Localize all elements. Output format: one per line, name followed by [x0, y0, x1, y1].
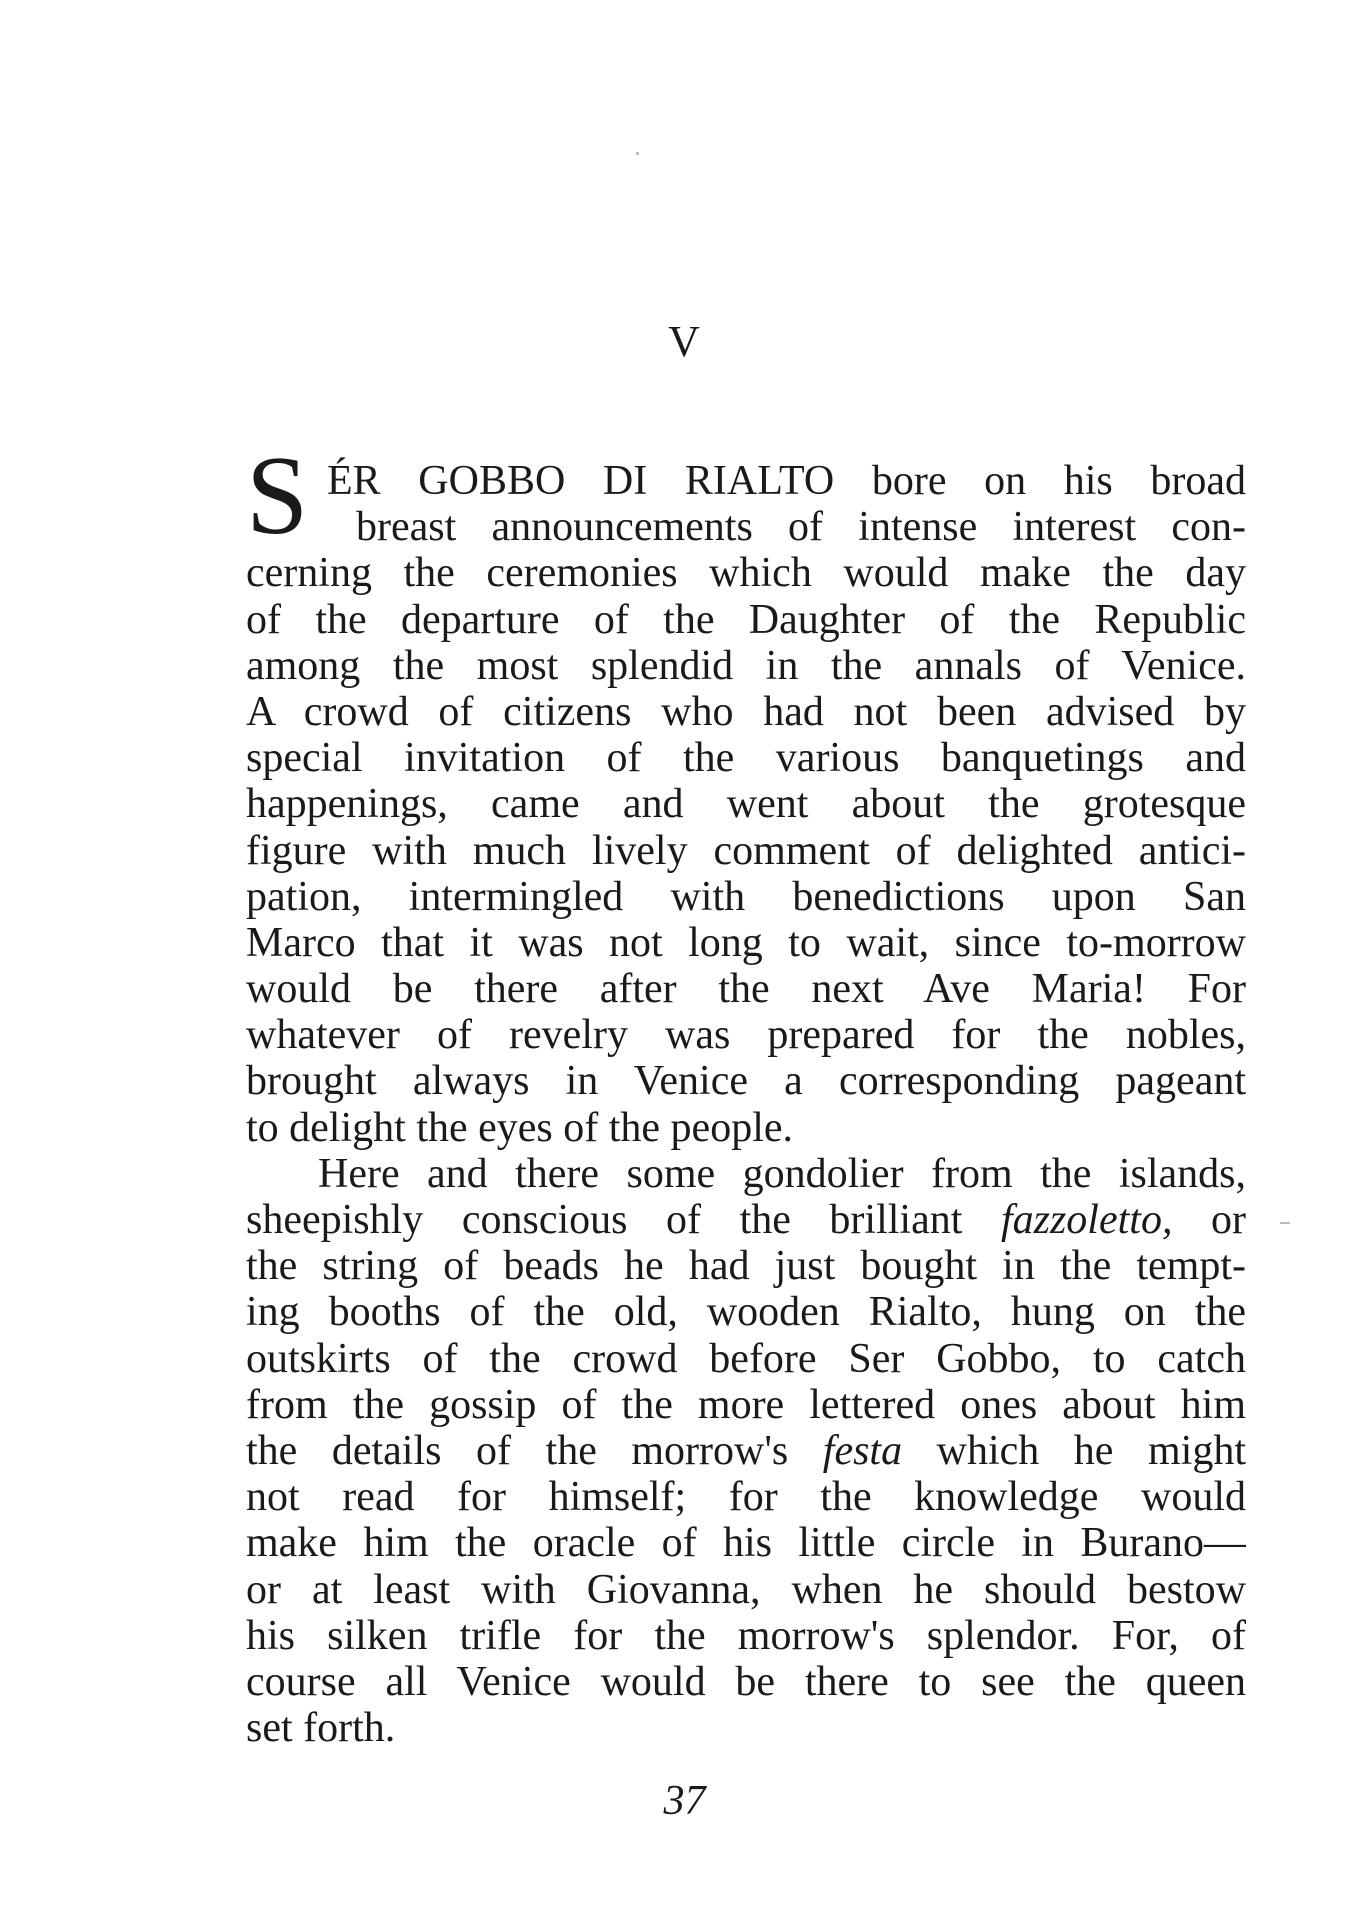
text-line: to delight the eyes of the people.	[246, 1104, 794, 1151]
text-line: A crowd of citizens who had not been advised by	[246, 688, 1246, 735]
text-line: brought always in Venice a corresponding pageant	[246, 1058, 1246, 1105]
text-line: figure with much lively comment of delighted antici-	[246, 827, 1246, 874]
text-line: breast announcements of intense interest con-	[356, 504, 1246, 551]
text-line: make him the oracle of his little circle in Burano—	[246, 1520, 1246, 1567]
text-segment: which he might	[902, 1427, 1246, 1474]
chapter-numeral: V	[668, 317, 701, 366]
text-line: pation, intermingled with benedictions upon San	[246, 873, 1246, 920]
text-line: happenings, came and went about the grotesque	[246, 781, 1246, 828]
page-number: 37	[663, 1778, 706, 1824]
text-line: Here and there some gondolier from the islands,	[318, 1150, 1246, 1197]
text-line: ing booths of the old, wooden Rialto, hung on the	[246, 1289, 1246, 1336]
text-line: course all Venice would be there to see the queen	[246, 1658, 1246, 1705]
text-line: of the departure of the Daughter of the Republic	[246, 596, 1246, 643]
text-segment: sheepishly conscious of the brilliant	[246, 1197, 1001, 1243]
text-line: from the gossip of the more lettered ones about him	[246, 1381, 1246, 1428]
drop-cap: S	[246, 434, 309, 558]
text-line	[246, 1428, 1246, 1474]
text-segment: or	[1172, 1197, 1246, 1243]
text-line: the string of beads he had just bought in the tempt-	[246, 1243, 1246, 1290]
first-line: ÉR GOBBO DI RIALTO bore on his broad	[327, 458, 1246, 504]
paragraph-1	[246, 458, 1246, 1151]
body-text	[246, 458, 1246, 1751]
text-line: not read for himself; for the knowledge would	[246, 1474, 1246, 1521]
italic-word-fazzoletto: fazzoletto,	[1000, 1197, 1173, 1243]
text-line: among the most splendid in the annals of Venice.	[246, 642, 1246, 689]
text-line: would be there after the next Ave Maria! For	[246, 966, 1246, 1013]
paper-speck	[636, 152, 639, 155]
paper-speck	[1280, 1222, 1290, 1224]
text-line: set forth.	[246, 1705, 396, 1752]
text-line: his silken trifle for the morrow's splendor. For, of	[246, 1612, 1246, 1659]
text-line: cerning the ceremonies which would make the day	[246, 550, 1246, 597]
text-line: outskirts of the crowd before Ser Gobbo, to catch	[246, 1335, 1246, 1382]
text-segment: the details of the morrow's	[246, 1427, 823, 1474]
text-line: special invitation of the various banquetings and	[246, 735, 1246, 782]
text-line: whatever of revelry was prepared for the nobles,	[246, 1012, 1246, 1059]
text-line: or at least with Giovanna, when he should bestow	[246, 1566, 1246, 1613]
paragraph-2	[246, 1151, 1246, 1751]
text-line	[246, 1197, 1246, 1243]
italic-word-festa: festa	[822, 1427, 903, 1474]
text-line: Marco that it was not long to wait, since to-morrow	[246, 919, 1246, 966]
